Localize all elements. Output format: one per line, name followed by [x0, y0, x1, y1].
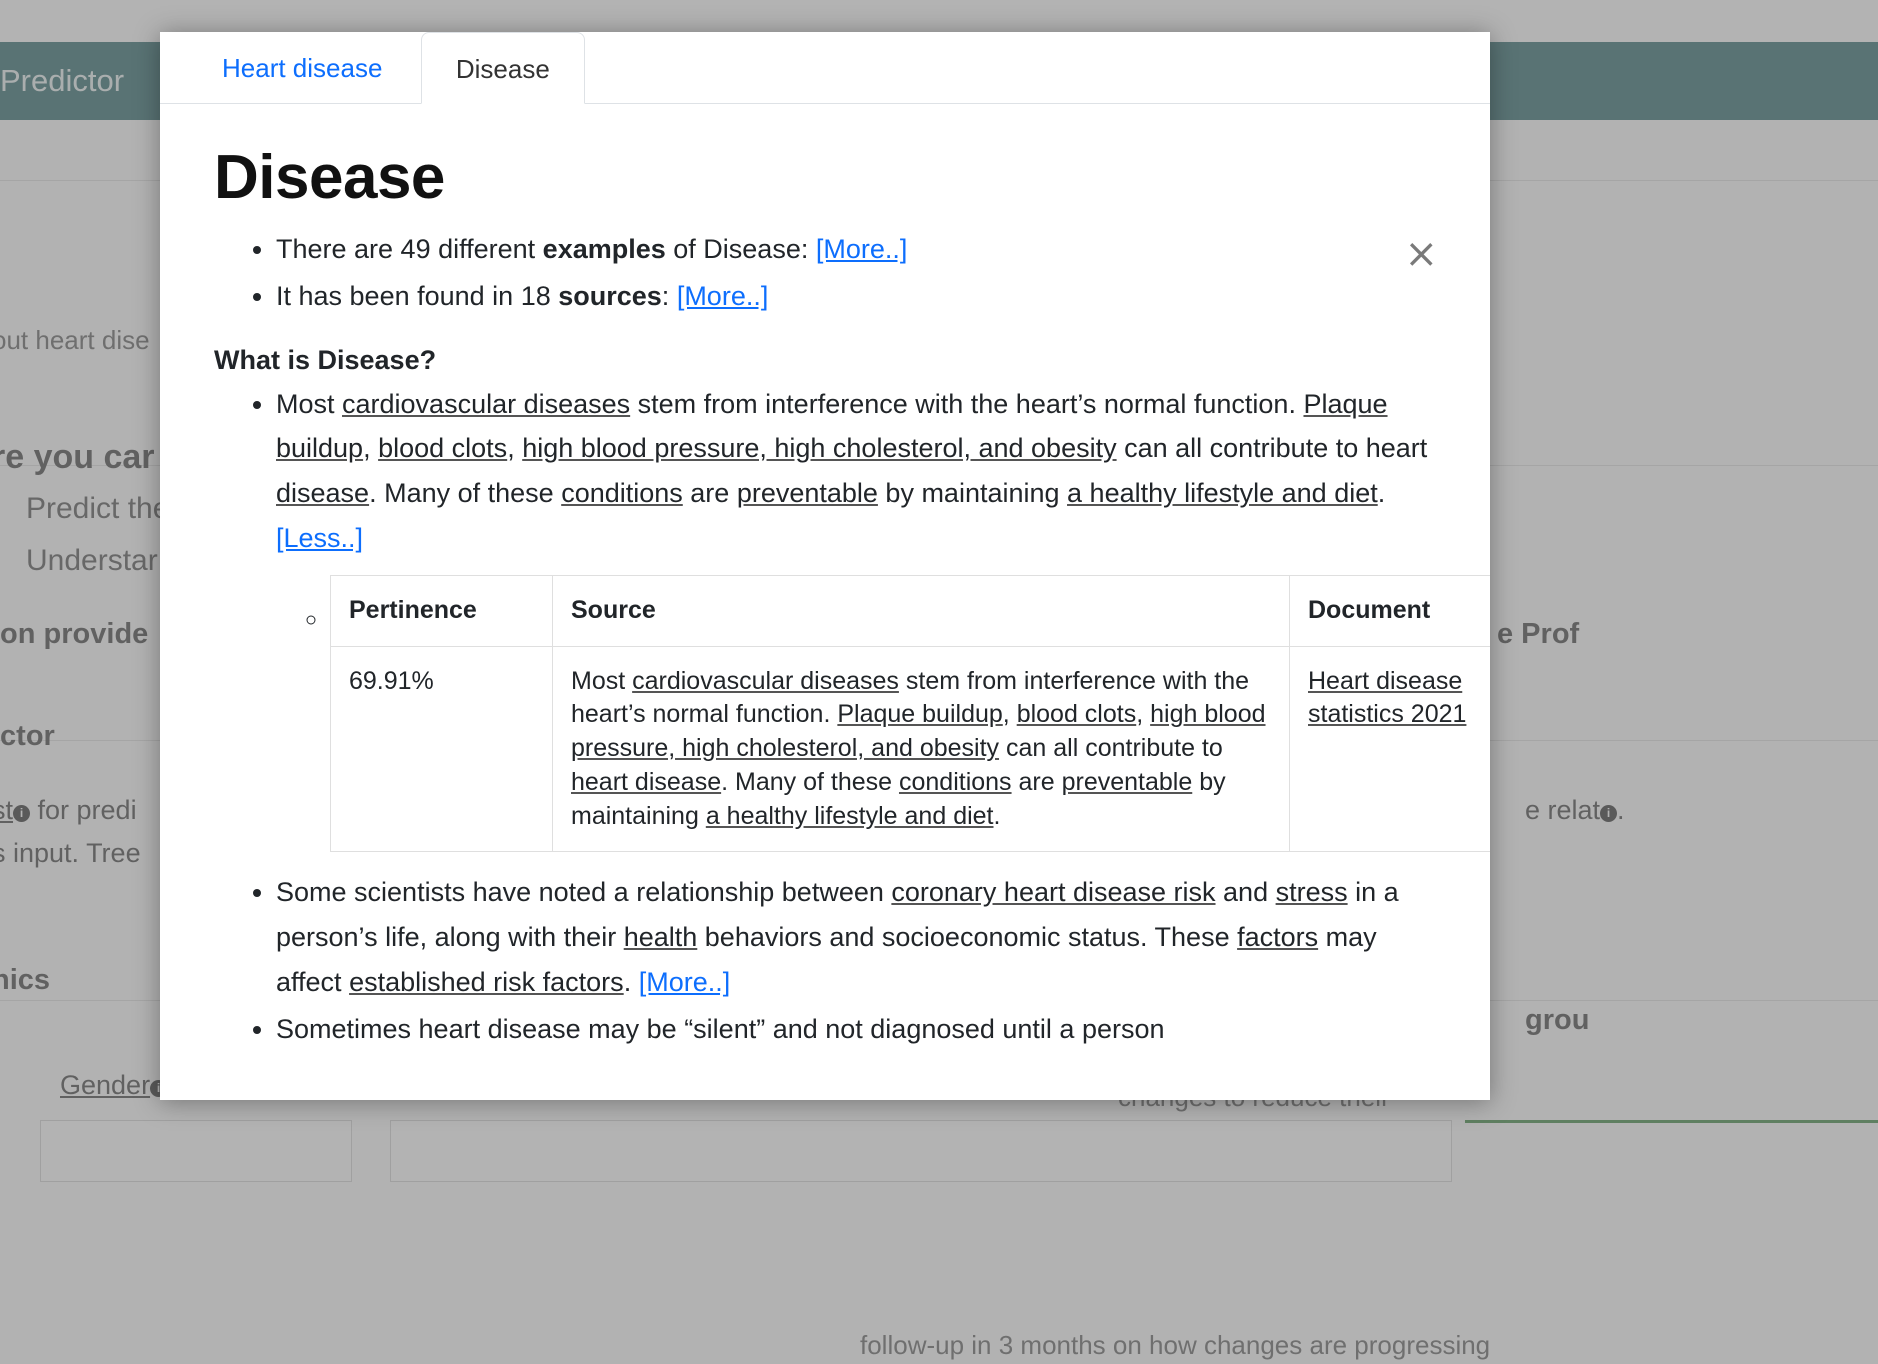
content-fade — [160, 1066, 1490, 1100]
list-item — [276, 1007, 1430, 1052]
disease-modal — [160, 32, 1490, 1100]
text-run: . Many of these — [369, 478, 562, 509]
concept-link[interactable]: factors — [1237, 922, 1319, 953]
text-run: , — [1002, 700, 1017, 729]
list-item — [330, 575, 1467, 853]
source-sublist — [276, 575, 1467, 853]
fact-middle: of Disease: — [665, 234, 816, 264]
concept-link[interactable]: preventable — [736, 478, 878, 509]
table-row — [331, 646, 1491, 852]
concept-link[interactable]: disease — [276, 478, 370, 509]
concept-link[interactable]: coronary heart disease risk — [891, 877, 1216, 908]
fact-prefix: There are 49 different — [276, 234, 543, 264]
concept-link[interactable]: high blood pressure, high cholesterol, and obesity — [571, 700, 1266, 763]
text-run: , — [507, 433, 523, 464]
concept-link[interactable]: stress — [1275, 877, 1348, 908]
text-run: by maintaining — [877, 478, 1068, 509]
column-header-document: Document — [1290, 575, 1491, 646]
source-table — [330, 575, 1490, 853]
text-run: stem from interference with the heart’s normal function. — [630, 388, 1304, 419]
concept-link[interactable]: conditions — [561, 478, 683, 509]
fact-strong: examples — [542, 234, 666, 264]
concept-link[interactable]: heart disease — [571, 767, 722, 796]
table-header-row — [331, 575, 1491, 646]
text-run: are — [682, 478, 737, 509]
fact-middle: : — [661, 280, 677, 311]
text-run: Most — [276, 388, 343, 419]
concept-link[interactable]: a healthy lifestyle and diet — [705, 801, 994, 830]
text-run: by maintaining — [571, 767, 1226, 830]
column-header-pertinence: ◦ Pertinence — [331, 575, 553, 646]
concept-link[interactable]: cardiovascular diseases — [342, 388, 631, 419]
fact-list — [214, 227, 1430, 319]
cell-source — [553, 646, 1290, 852]
concept-link[interactable]: blood clots — [1016, 700, 1137, 729]
concept-link[interactable]: Plaque buildup — [276, 388, 1388, 464]
text-run: and — [1215, 877, 1276, 908]
cell-document[interactable] — [1290, 646, 1491, 852]
concept-link[interactable]: preventable — [1061, 767, 1193, 796]
list-item — [276, 274, 1430, 319]
text-run: are — [1011, 767, 1062, 796]
column-header-source: Source — [553, 575, 1290, 646]
text-run: , — [363, 433, 379, 464]
concept-link[interactable]: conditions — [898, 767, 1012, 796]
silent-paragraph — [276, 1014, 1165, 1044]
concept-link[interactable]: blood clots — [378, 433, 508, 464]
text-run: . — [993, 801, 1001, 830]
text-run: can all contribute to — [999, 734, 1223, 763]
modal-tabbar — [160, 32, 1490, 104]
less-link[interactable]: [Less..] — [276, 523, 364, 554]
tab-heart-disease[interactable]: Heart disease — [222, 53, 383, 83]
list-item — [276, 227, 1430, 272]
concept-link[interactable]: Plaque buildup — [837, 700, 1003, 729]
text-run: may affect — [276, 922, 1377, 997]
concept-link[interactable]: established risk factors — [349, 967, 624, 997]
document-link[interactable]: Heart disease statistics 2021 — [1308, 666, 1467, 729]
list-item — [276, 870, 1430, 1004]
text-run: behaviors and socioeconomic status. These — [697, 922, 1238, 953]
close-icon[interactable]: × — [1404, 231, 1438, 277]
text-run: Most — [571, 666, 633, 695]
fact-strong: sources — [558, 280, 662, 311]
fact-prefix: It has been found in 18 — [276, 280, 559, 311]
more-link-sources[interactable]: [More..] — [676, 280, 769, 311]
text-run: stem from interference with the heart’s normal function. — [571, 666, 1250, 729]
section-heading: What is Disease? — [214, 344, 437, 375]
stress-paragraph — [276, 877, 1399, 997]
concept-link[interactable]: high blood pressure, high cholesterol, and obesity — [522, 433, 1117, 464]
text-run: . — [1377, 478, 1386, 509]
concept-link[interactable]: cardiovascular diseases — [632, 666, 899, 695]
definition-paragraph — [276, 389, 1427, 509]
text-run: Sometimes heart disease may be “silent” and not diagnosed until a person — [276, 1013, 1165, 1044]
more-link-stress[interactable]: [More..] — [638, 967, 731, 997]
page-title: Disease — [214, 143, 445, 212]
text-run: Some scientists have noted a relationship between — [276, 877, 892, 908]
definition-list — [214, 382, 1467, 1052]
text-run: in a person’s life, along with their — [276, 877, 1399, 953]
concept-link[interactable]: health — [623, 922, 698, 953]
text-run: , — [1136, 700, 1151, 729]
text-run: . — [623, 967, 639, 997]
cell-pertinence: 69.91% — [331, 646, 553, 852]
list-item — [276, 382, 1467, 853]
text-run: . Many of these — [721, 767, 899, 796]
tab-disease[interactable]: Disease — [421, 32, 585, 104]
more-link-examples[interactable]: [More..] — [815, 234, 908, 264]
concept-link[interactable]: a healthy lifestyle and diet — [1067, 478, 1378, 509]
text-run: can all contribute to heart — [1116, 433, 1428, 464]
modal-body — [160, 104, 1490, 1052]
